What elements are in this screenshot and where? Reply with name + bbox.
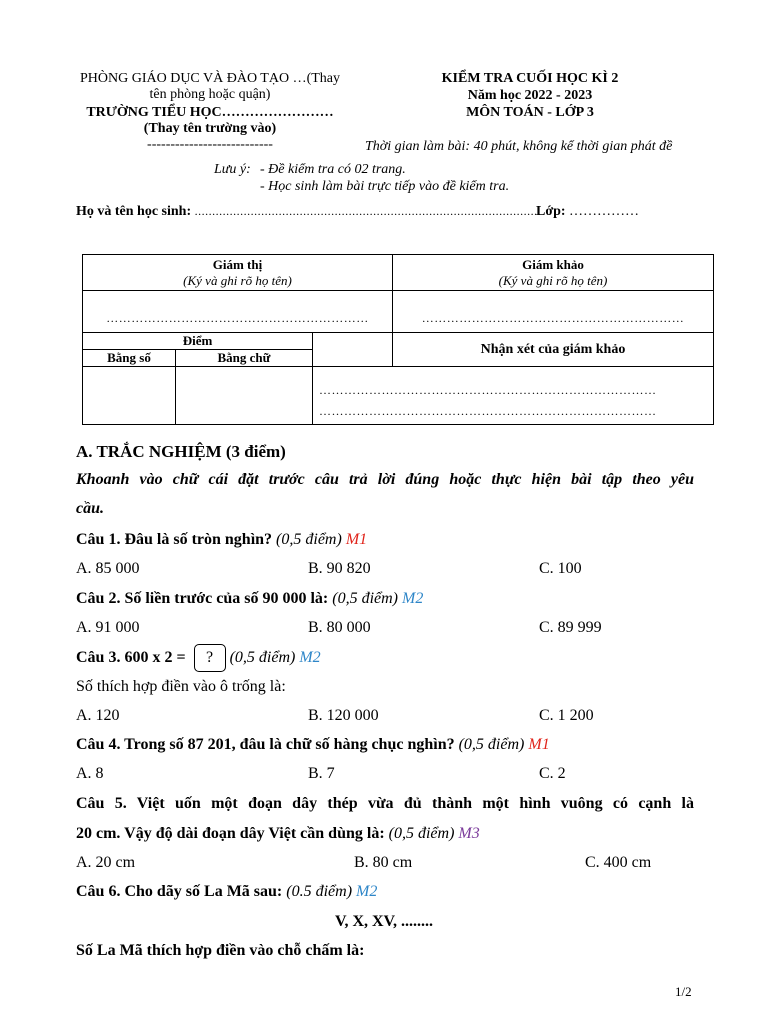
q4-option-a[interactable]: A. 8 (76, 765, 104, 782)
question-1-level: M1 (345, 531, 368, 548)
q1-option-c[interactable]: C. 100 (539, 560, 582, 577)
question-3 (76, 644, 321, 672)
question-1 (76, 531, 367, 549)
time-note: Thời gian làm bài: 40 phút, không kể thời gian phát đề (365, 139, 673, 154)
question-5-label-1: Câu 5. Việt uốn một đoạn dây thép vừa đủ thành một hình vuông có cạnh là (76, 795, 694, 812)
question-6-level: M2 (356, 883, 378, 900)
question-5-line-2 (76, 825, 480, 843)
examiner-header (393, 255, 714, 291)
question-2 (76, 590, 423, 608)
exam-title: KIỂM TRA CUỐI HỌC KÌ 2 (441, 71, 619, 86)
proctor-sub: (Ký và ghi rõ họ tên) (183, 272, 292, 288)
section-a-instruction (76, 471, 694, 489)
question-4-label: Câu 4. Trong số 87 201, đâu là chữ số hàng chục nghìn? (76, 736, 455, 753)
school-hint: (Thay tên trường vào) (143, 121, 277, 136)
school-underline: --------------------------- (147, 137, 273, 152)
class-label: Lớp: (536, 204, 566, 219)
question-3-sub: Số thích hợp điền vào ô trống là: (76, 678, 286, 695)
comment-label: Nhận xét của giám khảo (393, 333, 714, 367)
q5-option-a[interactable]: A. 20 cm (76, 854, 136, 871)
q4-option-c[interactable]: C. 2 (539, 765, 566, 782)
school-name: TRƯỜNG TIỂU HỌC…………………… (86, 105, 334, 120)
roman-sequence: V, X, XV, ........ (334, 913, 434, 930)
q2-option-a[interactable]: A. 91 000 (76, 619, 140, 636)
question-6-sub: Số La Mã thích hợp điền vào chỗ chấm là: (76, 942, 365, 959)
class-info (536, 204, 639, 220)
question-2-label: Câu 2. Số liền trước của số 90 000 là: (76, 590, 329, 607)
score-number-label: Bằng số (83, 350, 176, 367)
question-6-points: (0.5 điểm) (286, 883, 353, 900)
answer-box[interactable]: ? (194, 644, 226, 672)
q1-option-b[interactable]: B. 90 820 (308, 560, 371, 577)
q2-option-b[interactable]: B. 80 000 (308, 619, 371, 636)
q1-option-a[interactable]: A. 85 000 (76, 560, 140, 577)
proctor-sign-cell[interactable] (83, 291, 393, 333)
department-line: PHÒNG GIÁO DỤC VÀ ĐÀO TẠO …(Thay (79, 71, 341, 86)
q4-option-b[interactable]: B. 7 (308, 765, 335, 782)
question-1-label: Câu 1. Đâu là số tròn nghìn? (76, 531, 273, 548)
q3-option-b[interactable]: B. 120 000 (308, 707, 379, 724)
score-words-cell[interactable] (176, 367, 313, 425)
student-name-field[interactable]: ................................................................................................... (194, 204, 542, 218)
score-label: Điểm (83, 333, 313, 350)
question-6-label: Câu 6. Cho dãy số La Mã sau: (76, 883, 283, 900)
header-department (60, 71, 360, 103)
comment-dots-2: ……………………………………………………………………… (319, 403, 657, 418)
examiner-sign-cell[interactable] (393, 291, 714, 333)
question-2-points: (0,5 điểm) (332, 590, 398, 607)
score-words-label: Bằng chữ (176, 350, 313, 367)
question-2-level: M2 (402, 590, 424, 607)
question-5-points: (0,5 điểm) (388, 825, 455, 842)
page-number: 1/2 (675, 984, 692, 999)
instruction-line-2: cầu. (76, 500, 104, 517)
instruction-line-1: Khoanh vào chữ cái đặt trước câu trả lời đúng hoặc thực hiện bài tập theo yêu (76, 471, 694, 488)
note-label: Lưu ý: (214, 162, 251, 177)
question-5-line-1 (76, 795, 694, 813)
question-6 (76, 883, 377, 901)
comment-cell[interactable] (313, 367, 714, 425)
question-3-label: Câu 3. 600 x 2 = (76, 649, 186, 666)
note-line-1: - Đề kiểm tra có 02 trang. (260, 162, 406, 177)
question-4-level: M1 (528, 736, 550, 753)
question-3-level: M2 (299, 649, 321, 666)
examiner-sign-dots: ……………………………………………………… (421, 311, 685, 325)
student-name-label: Họ và tên học sinh: (76, 204, 192, 219)
subject-grade: MÔN TOÁN - LỚP 3 (466, 105, 594, 120)
q3-option-c[interactable]: C. 1 200 (539, 707, 594, 724)
q5-option-b[interactable]: B. 80 cm (354, 854, 413, 871)
grade-table (82, 254, 714, 425)
question-1-points: (0,5 điểm) (276, 531, 342, 548)
school-year: Năm học 2022 - 2023 (467, 88, 593, 103)
question-5-level: M3 (458, 825, 480, 842)
q3-option-a[interactable]: A. 120 (76, 707, 120, 724)
class-field[interactable]: …………… (569, 204, 640, 219)
examiner-sub: (Ký và ghi rõ họ tên) (498, 272, 608, 288)
comment-dots-1: ……………………………………………………………………… (319, 382, 657, 397)
q5-option-c[interactable]: C. 400 cm (585, 854, 652, 871)
proctor-title: Giám thị (212, 256, 263, 272)
department-line-2: tên phòng hoặc quận) (149, 87, 271, 102)
question-4 (76, 736, 550, 754)
question-3-points: (0,5 điểm) (229, 649, 296, 666)
question-5-label-2: 20 cm. Vậy độ dài đoạn dây Việt cần dùng là: (76, 825, 385, 842)
note-line-2: - Học sinh làm bài trực tiếp vào đề kiểm tra. (260, 179, 510, 194)
proctor-sign-dots: ……………………………………………………… (106, 311, 369, 325)
student-info (76, 204, 541, 220)
q2-option-c[interactable]: C. 89 999 (539, 619, 602, 636)
examiner-title: Giám khảo (522, 256, 584, 272)
comment-spacer (313, 333, 393, 367)
proctor-header (83, 255, 393, 291)
section-a-title: A. TRẮC NGHIỆM (3 điểm) (76, 442, 286, 461)
question-4-points: (0,5 điểm) (458, 736, 525, 753)
score-number-cell[interactable] (83, 367, 176, 425)
